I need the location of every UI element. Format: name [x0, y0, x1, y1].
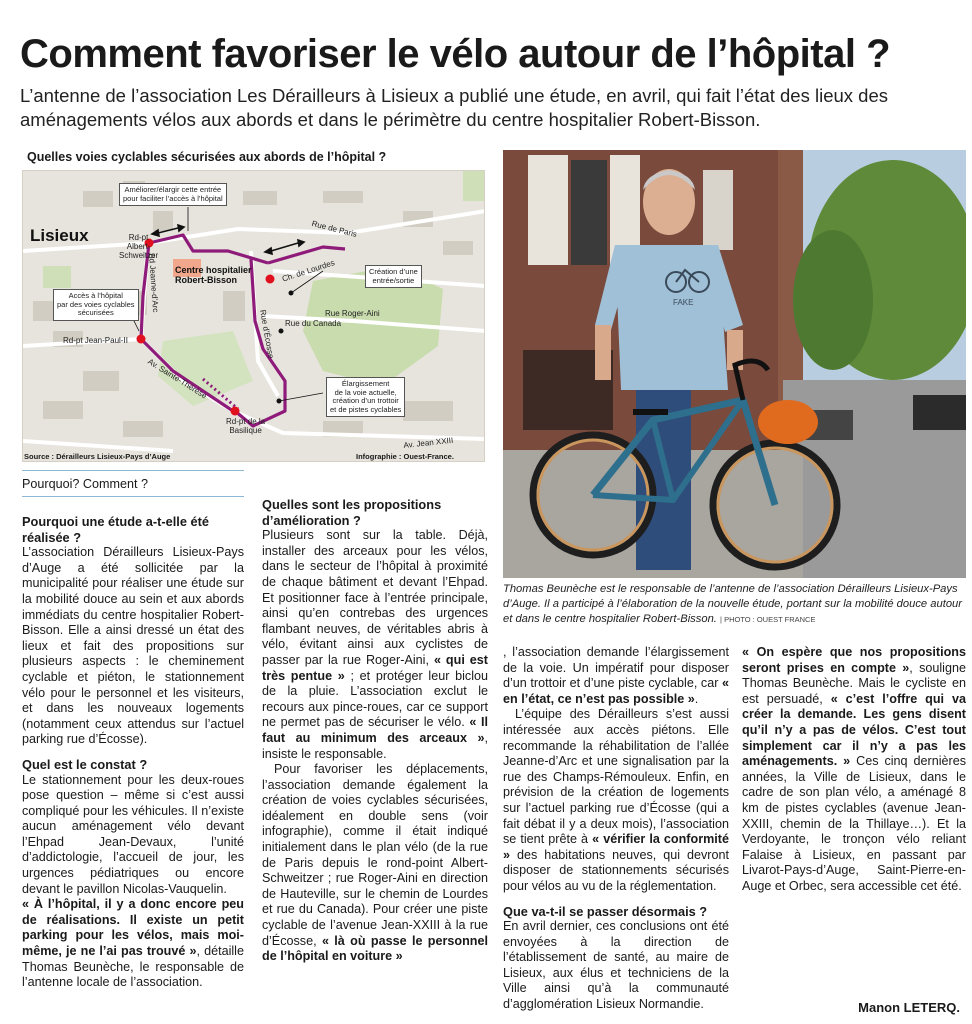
window-shutter	[528, 155, 568, 265]
place-line: Schweitzer	[119, 251, 159, 260]
text-run: ; et protéger leur biclou de la pluie. L’association exclut le recours aux pince-roues, car ce support ne permet pas de sécuriser le vélo.	[262, 668, 488, 730]
map-infographic	[22, 170, 485, 462]
text-run: , souligne Thomas Beunèche. Mais le cycliste en est persuadé,	[742, 660, 966, 706]
hospital-label-line: Centre hospitalier	[175, 265, 252, 275]
caption-text: Thomas Beunèche est le responsable de l’antenne de l’association Dérailleurs Lisieux-Pays d’Auge. Il a participé à l’élaboration de la nouvelle étude, portant sur la mobilité douce autour et dans le centre hospitalier Robert-Bisson.	[503, 583, 962, 625]
text-run: , insiste le responsable.	[262, 730, 488, 761]
callout-elargissement	[326, 377, 405, 417]
article-column-3	[503, 645, 729, 1017]
text-run: , l’association demande l’élargissement de la voie. Un impératif pour disposer d’un trottoir et d’une piste cyclable, car	[503, 645, 729, 691]
callout-line: de la voie actuelle,	[334, 387, 397, 397]
question-heading: Que va-t-il se passer désormais ?	[503, 903, 708, 919]
map-street-ecosse: Rue d’Écosse	[258, 309, 276, 360]
question-heading: Quelles sont les propositions d’amélioration ?	[262, 497, 442, 528]
callout-line: Accès à l’hôpital	[68, 291, 123, 300]
question-heading: Pourquoi une étude a-t-elle été réalisée ?	[22, 514, 209, 545]
photo-illustration	[503, 150, 966, 578]
paragraph	[503, 707, 729, 894]
paragraph	[262, 762, 488, 965]
place-line: Albert-	[126, 242, 151, 251]
paragraph	[262, 528, 488, 762]
text-run: des habitations neuves, qui devront disposer de stationnements sécurisés pour vélos au vu de la réglementation.	[503, 847, 729, 893]
shirt-text: FAKE	[673, 298, 694, 307]
callout-line: et de pistes cyclables	[330, 404, 402, 414]
callout-line: sécurisées	[77, 308, 114, 317]
article-column-4	[742, 645, 966, 997]
paragraph: Le stationnement pour les deux-roues pose question – même si c’est aussi compliqué pour les véhicules. Il n’existe aucun aménagement vélo devant l’Ehpad Jean-Devaux, l’unité d’addictologie, l’accueil de jour, les urgences pédiatriques ou encore devant le pavillon Nicolas-Vauquelin.	[22, 772, 244, 896]
chapo: L’antenne de l’association Les Dérailleurs à Lisieux a publié une étude, en avril, qui fait l’état des lieux des aménagements vélos aux abords et dans le périmètre du centre hospitalier Robert-Bisson.	[20, 85, 888, 130]
rubric-rule-bottom	[22, 496, 244, 497]
quote: « en l’état, ce n’est pas possible »	[503, 676, 729, 706]
paragraph: En avril dernier, ces conclusions ont été envoyées à la direction de l’établissement de santé, au maire de Lisieux, aux élus et techniciens de la Ville ainsi qu’à la communauté d’agglomération Lisieux Normandie.	[503, 919, 729, 1012]
text-run: Plusieurs sont sur la table. Déjà, installer des arceaux pour les vélos, dans le secteur de l’hôpital à proximité de chaque bâtiment et devant l’Ehpad. Et positionner face à l’entrée principale, ainsi qu’en contrebas des urgences flambant neuves, de véritables abris à vélo, évitant ainsi aux cyclistes de passer par la rue Roger-Aini,	[262, 528, 488, 667]
paragraph	[22, 897, 244, 991]
callout-line: pour faciliter l’accès à l’hôpital	[123, 193, 223, 203]
place-line: Rd-pt	[128, 233, 149, 242]
quote: « vérifier la conformité »	[503, 832, 729, 862]
map-street-roger-aini: Rue Roger-Aini	[325, 309, 380, 318]
map-street-sainte-therese: Av. Sainte-Thérèse	[146, 357, 209, 401]
map-credit: Infographie : Ouest-France.	[356, 452, 454, 461]
park-area	[43, 266, 71, 288]
map-street-lourdes: Ch. de Lourdes	[281, 258, 336, 284]
helmet	[758, 400, 818, 444]
rubric-rule-top	[22, 470, 244, 471]
park-area	[463, 171, 485, 201]
map-rdpt-jeanpaul: Rd-pt Jean-Paul-II	[63, 336, 128, 345]
place-line: Basilique	[229, 426, 262, 435]
photo-credit: | PHOTO : OUEST FRANCE	[720, 615, 816, 624]
paragraph	[742, 645, 966, 895]
callout-creation	[365, 265, 422, 288]
map-street-jean-xxiii: Av. Jean XXIII	[403, 435, 454, 450]
callout-line: Améliorer/élargir cette entrée	[124, 185, 222, 194]
callout-line: création d’un trottoir	[332, 396, 399, 405]
article-column-2	[262, 497, 488, 1017]
paragraph: L’association Dérailleurs Lisieux-Pays d’Auge a été sollicitée par la municipalité pour réaliser une étude sur la mobilité douce au sein et aux abords immédiats du centre hospitalier Robert-Bisson. Elle a ainsi dressé un état des lieux et fait des propositions sur plusieurs aspects : le cheminement cyclable et piéton, le stationnement vélo pour le personnel et les visiteurs, et dans les nouveaux logements (notamment ceux attendus sur l’actuel parking rue d’Écosse).	[22, 545, 244, 747]
article-photo	[503, 150, 966, 578]
callout-line: entrée/sortie	[372, 275, 415, 285]
quote: « qui est très pentue »	[262, 652, 488, 683]
callout-line: Élargissement	[341, 379, 390, 388]
map-rdpt-basilique	[226, 417, 265, 435]
quote: « c’est l’offre qui va créer la demande. Les gens disent qu’il n’y a pas de vélos. C’est tout simplement car il n’y a pas les aménagements. »	[742, 691, 966, 769]
text-run: , détaille Thomas Beunèche, le responsable de l’antenne locale de l’association.	[22, 944, 244, 990]
callout-ameliorer	[119, 183, 227, 206]
headline: Comment favoriser le vélo autour de l’hôpital ?	[20, 32, 890, 76]
place-line: Rd-pt de la	[226, 417, 266, 426]
map-city-label: Lisieux	[30, 226, 89, 245]
map-source: Source : Dérailleurs Lisieux-Pays d’Auge	[24, 452, 171, 461]
rubric-label: Pourquoi? Comment ?	[22, 477, 149, 491]
map-street-paris: Rue de Paris	[310, 219, 358, 239]
article-column-1	[22, 514, 244, 1014]
callout-line: par des voies cyclables	[57, 299, 135, 309]
map-hospital-label	[175, 265, 252, 285]
text-run: Pour favoriser les déplacements, l’association demande également la création de voies cyclables sécurisées, idéalement en double sens (voir infographie), comme il était indiqué initialement dans le plan vélo (de la rue de Paris depuis le rond-point Albert-Schweitzer ; rue Roger-Aini en direction de Hauteville, sur le chemin de Lourdes et rue du Canada). Pour créer une piste cyclable de l’avenue Jean-XXIII à la rue d’Écosse,	[262, 762, 488, 948]
author-signature: Manon LETERQ.	[858, 1000, 960, 1015]
text-run: Ces cinq dernières années, la Ville de Lisieux, dans le cadre de son plan vélo, a aménagé 8 km de pistes cyclables (avenue Jean-XXIII, chemin de la Thillaye…). Et la Verdoyante, le tronçon vélo reliant Falaise à Lisieux, en passant par Livarot-Pays-d’Auge, Saint-Pierre-en-Auge et Orbec, sera accessible cet été.	[742, 754, 966, 893]
callout-acces	[53, 289, 139, 321]
hospital-label-line: Robert-Bisson	[175, 275, 238, 285]
paragraph	[503, 645, 729, 707]
text-run: .	[694, 691, 699, 706]
question-heading: Quel est le constat ?	[22, 756, 148, 772]
quote: « À l’hôpital, il y a donc encore peu de réalisations. Il existe un petit parking pour les vélos, mais moi-même, je ne l’ai pas trouvé »	[22, 897, 244, 959]
callout-line: Création d’une	[369, 267, 418, 276]
map-title: Quelles voies cyclables sécurisées aux abords de l’hôpital ?	[27, 150, 387, 164]
photo-caption	[503, 582, 966, 627]
text-run: L’équipe des Dérailleurs s’est aussi intéressée aux accès piétons. Elle recommande la réhabilitation de l’allée Jeanne-d’Arc et une signalisation par la rue des Champs-Rémouleux. Enfin, en prévision de la création de logements sur l’actuel parking rue d’Écosse (qui a fait débat il y a deux mois), l’association se tient prête à	[503, 707, 729, 847]
map-street-jeanne-arc: Bd Jeanne-d’Arc	[147, 253, 161, 313]
quote: « On espère que nos propositions seront prises en compte »	[742, 645, 966, 675]
quote: « là où passe le personnel de l’hôpital en voiture »	[262, 933, 488, 964]
map-street-canada: Rue du Canada	[285, 319, 342, 328]
window	[571, 160, 607, 265]
quote: « Il faut au minimum des arceaux »	[262, 715, 488, 745]
